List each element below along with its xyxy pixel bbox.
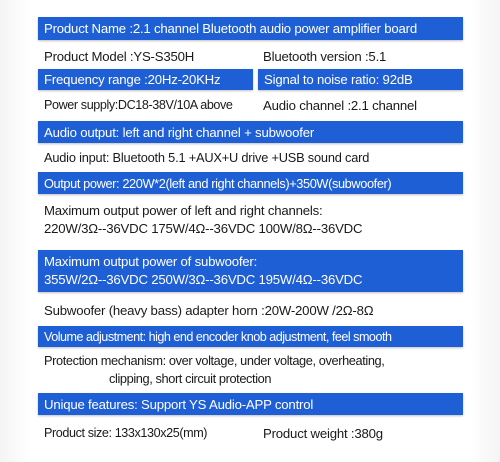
max-output-sub-heading: Maximum output power of subwoofer: xyxy=(44,254,258,269)
protection-block xyxy=(44,352,384,388)
protection-line-2: clipping, short circuit protection xyxy=(109,371,272,386)
subwoofer-adapter-text: Subwoofer (heavy bass) adapter horn :20W-200W /2Ω-8Ω xyxy=(44,303,374,318)
audio-channel-text: Audio channel :2.1 channel xyxy=(263,98,417,113)
unique-features-band xyxy=(38,393,463,415)
audio-output-band xyxy=(38,121,463,143)
product-name-band xyxy=(38,17,463,40)
unique-features-text: Unique features: Support YS Audio-APP control xyxy=(44,396,314,412)
output-power-text: Output power: 220W*2(left and right channels)+350W(subwoofer) xyxy=(44,175,392,191)
max-output-lr-heading: Maximum output power of left and right channels: xyxy=(44,203,323,218)
product-model-text: Product Model :YS-S350H xyxy=(44,49,195,64)
audio-output-text: Audio output: left and right channel + subwoofer xyxy=(44,124,315,140)
volume-adjustment-band xyxy=(38,326,463,347)
volume-adjustment-text: Volume adjustment: high end encoder knob adjustment, feel smooth xyxy=(44,329,392,344)
bluetooth-version-text: Bluetooth version :5.1 xyxy=(263,49,387,64)
max-output-lr-values: 220W/3Ω--36VDC 175W/4Ω--36VDC 100W/8Ω--36VDC xyxy=(44,221,363,236)
frequency-range-text: Frequency range :20Hz-20KHz xyxy=(44,72,221,87)
max-output-lr-block xyxy=(44,202,362,238)
snr-band xyxy=(258,69,463,90)
frequency-range-band xyxy=(38,69,253,90)
product-size-text: Product size: 133x130x25(mm) xyxy=(44,426,208,440)
max-output-sub-values: 355W/2Ω--36VDC 250W/3Ω--36VDC 195W/4Ω--36VDC xyxy=(44,272,363,287)
power-supply-text: Power supply:DC18-38V/10A above xyxy=(44,98,233,112)
audio-input-text: Audio input: Bluetooth 5.1 +AUX+U drive +USB sound card xyxy=(44,150,370,165)
snr-text: Signal to noise ratio: 92dB xyxy=(264,72,413,87)
max-output-sub-band xyxy=(38,250,463,292)
product-name-text: Product Name :2.1 channel Bluetooth audio power amplifier board xyxy=(44,21,417,36)
protection-line-1: Protection mechanism: over voltage, under voltage, overheating, xyxy=(44,353,385,368)
output-power-band xyxy=(38,172,463,194)
product-weight-text: Product weight :380g xyxy=(263,426,383,441)
